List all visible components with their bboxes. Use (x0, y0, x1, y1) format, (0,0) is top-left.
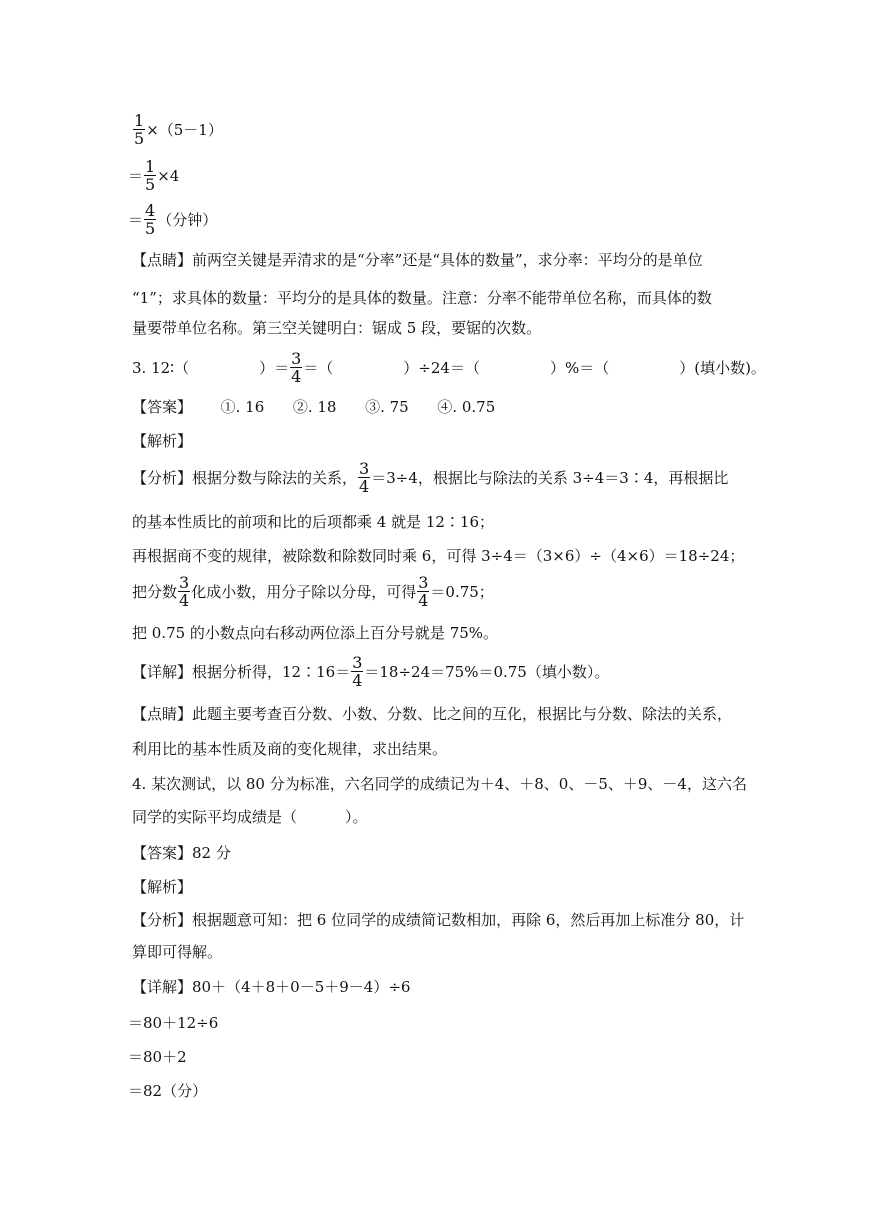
fraction: $\frac{3}{4}$ (359, 459, 370, 496)
analysis-header-4: 【解析】 (132, 878, 193, 896)
fraction: $\frac{1}{5}$ (134, 111, 145, 148)
detail-3: 【详解】根据分析得，12∶16＝ $\frac{3}{4}$ ＝18÷24＝75%＝0.75（填小数）。 (132, 653, 610, 690)
tip-3-line-2: 利用比的基本性质及商的变化规律，求出结果。 (132, 740, 448, 758)
calc-4-line-1: ＝80＋12÷6 (128, 1014, 219, 1032)
detail-4: 【详解】80＋（4＋8＋0－5＋9－4）÷6 (132, 978, 411, 996)
calc-line-2: ＝ $\frac{1}{5}$ ×4 (128, 157, 180, 194)
fraction: $\frac{4}{5}$ (145, 201, 156, 238)
analysis-3-line-3: 再根据商不变的规律，被除数和除数同时乘 6，可得 3÷4＝（3×6）÷（4×6）＝18÷24； (132, 547, 745, 565)
question-4-line-2: 同学的实际平均成绩是（ ）。 (132, 808, 368, 826)
tip-3-line-1: 【点睛】此题主要考查百分数、小数、分数、比之间的互化，根据比与分数、除法的关系， (132, 705, 733, 723)
fraction: $\frac{3}{4}$ (179, 573, 190, 610)
fraction: $\frac{3}{4}$ (418, 573, 429, 610)
analysis-3-line-2: 的基本性质比的前项和比的后项都乘 4 就是 12∶16； (132, 513, 495, 531)
answer-3: 【答案】 ①. 16 ②. 18 ③. 75 ④. 0.75 (132, 398, 496, 416)
fraction: $\frac{3}{4}$ (352, 653, 363, 690)
tip-line-3: 量要带单位名称。第三空关键明白：锯成 5 段，要锯的次数。 (132, 319, 542, 337)
analysis-4-line-2: 算即可得解。 (132, 943, 223, 961)
analysis-4-line-1: 【分析】根据题意可知：把 6 位同学的成绩简记数相加，再除 6，然后再加上标准分 80，计 (132, 911, 745, 929)
analysis-3-line-4: 把分数 $\frac{3}{4}$ 化成小数，用分子除以分母，可得 $\frac{3}{4}$ ＝0.75； (132, 573, 494, 610)
analysis-3-line-5: 把 0.75 的小数点向右移动两位添上百分号就是 75%。 (132, 624, 499, 642)
answer-4: 【答案】82 分 (132, 844, 231, 862)
calc-line-1: $\frac{1}{5}$ ×（5－1） (134, 111, 223, 148)
question-3: 3. 12∶（ ）＝ $\frac{3}{4}$ ＝（ ）÷24＝（ ）%＝（ ）(填小数)。 (132, 349, 766, 386)
calc-line-3: ＝ $\frac{4}{5}$ （分钟） (128, 201, 218, 238)
question-4-line-1: 4. 某次测试，以 80 分为标准，六名同学的成绩记为＋4、＋8、0、－5、＋9、－4，这六名 (132, 775, 747, 793)
calc-4-line-3: ＝82（分） (128, 1082, 208, 1100)
fraction: $\frac{1}{5}$ (145, 157, 156, 194)
analysis-header-3: 【解析】 (132, 432, 193, 450)
fraction: $\frac{3}{4}$ (291, 349, 302, 386)
calc-4-line-2: ＝80＋2 (128, 1048, 187, 1066)
tip-line-1: 【点睛】前两空关键是弄清求的是“分率”还是“具体的数量”，求分率：平均分的是单位 (132, 251, 703, 269)
analysis-3-line-1: 【分析】根据分数与除法的关系， $\frac{3}{4}$ ＝3÷4，根据比与除法的关系 3÷4＝3∶4，再根据比 (132, 459, 729, 496)
tip-line-2: “1”；求具体的数量：平均分的是具体的数量。注意：分率不能带单位名称，而具体的数 (132, 289, 712, 307)
